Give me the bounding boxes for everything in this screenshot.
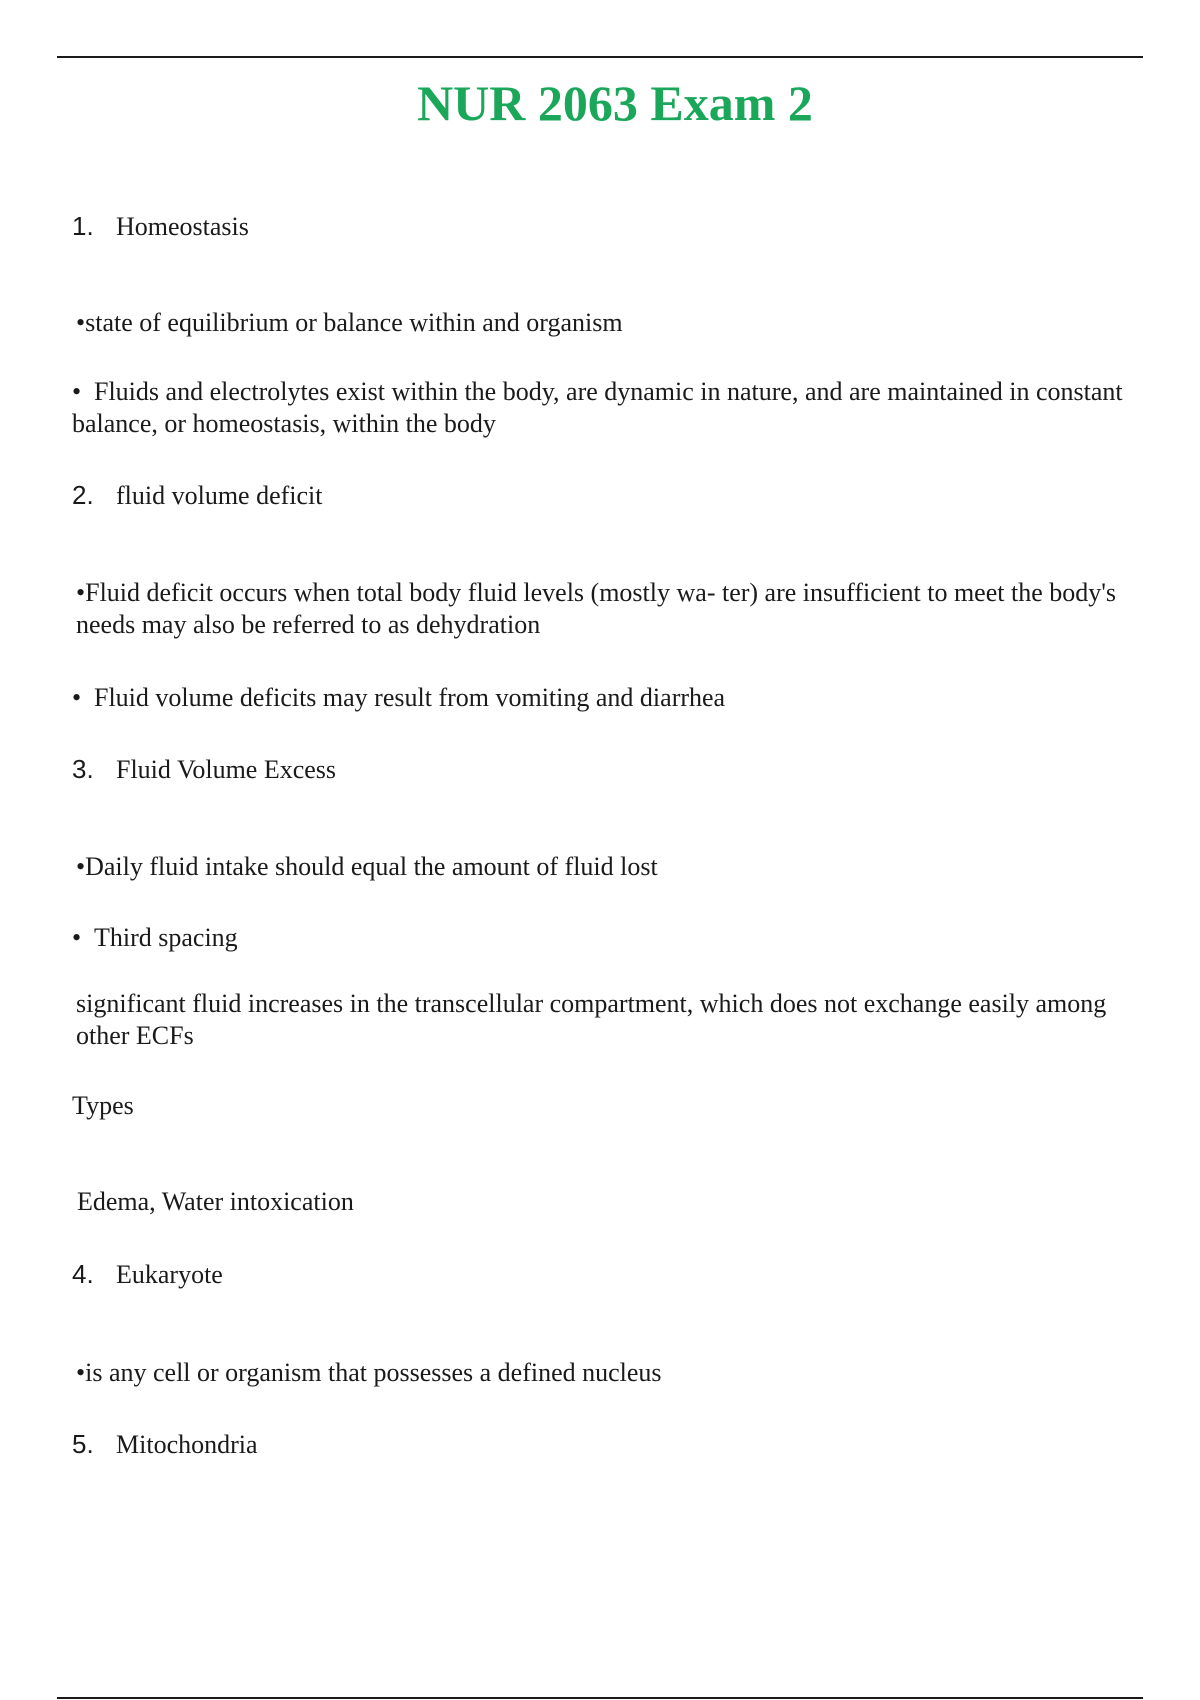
- question-term: Eukaryote: [116, 1260, 223, 1289]
- question-4: [72, 1258, 223, 1291]
- document-title: NUR 2063 Exam 2: [417, 75, 813, 131]
- bullet-icon: •: [72, 923, 82, 952]
- question-1: [72, 210, 249, 243]
- question-number: 2.: [72, 480, 94, 510]
- answer-line: •is any cell or organism that possesses a defined nucleus: [76, 1358, 662, 1387]
- question-term: Homeostasis: [116, 212, 249, 241]
- question-5: [72, 1428, 258, 1461]
- question-3: [72, 753, 336, 786]
- answer-text: Fluids and electrolytes exist within the body, are dynamic in nature, and are maintained in constant balance, or homeostasis, within the body: [72, 377, 1123, 438]
- answer-line: Edema, Water intoxication: [77, 1187, 354, 1216]
- question-number: 3.: [72, 754, 94, 784]
- answer-line: significant fluid increases in the transcellular compartment, which does not exchange easily among other ECFs: [76, 989, 1107, 1050]
- answer-line: Types: [72, 1091, 134, 1120]
- question-term: Mitochondria: [116, 1430, 258, 1459]
- answer-text: Fluid volume deficits may result from vomiting and diarrhea: [94, 683, 726, 712]
- bullet-icon: •: [72, 377, 82, 406]
- answer-line: [72, 682, 1132, 714]
- answer-line: •Daily fluid intake should equal the amount of fluid lost: [76, 852, 658, 881]
- question-number: 5.: [72, 1429, 94, 1459]
- bullet-icon: •: [72, 683, 82, 712]
- question-term: fluid volume deficit: [116, 481, 323, 510]
- bottom-rule: [57, 1697, 1143, 1699]
- answer-line: [72, 376, 1132, 440]
- answer-line: •Fluid deficit occurs when total body fluid levels (mostly wa- ter) are insufficient to meet the body's needs may also be referred to as dehydration: [76, 578, 1117, 639]
- question-number: 4.: [72, 1259, 94, 1289]
- question-term: Fluid Volume Excess: [116, 755, 337, 784]
- top-rule: [57, 56, 1143, 58]
- question-2: [72, 479, 323, 512]
- answer-text: Third spacing: [94, 923, 238, 952]
- answer-line: [72, 922, 1132, 954]
- question-number: 1.: [72, 211, 94, 241]
- answer-line: •state of equilibrium or balance within and organism: [76, 308, 623, 337]
